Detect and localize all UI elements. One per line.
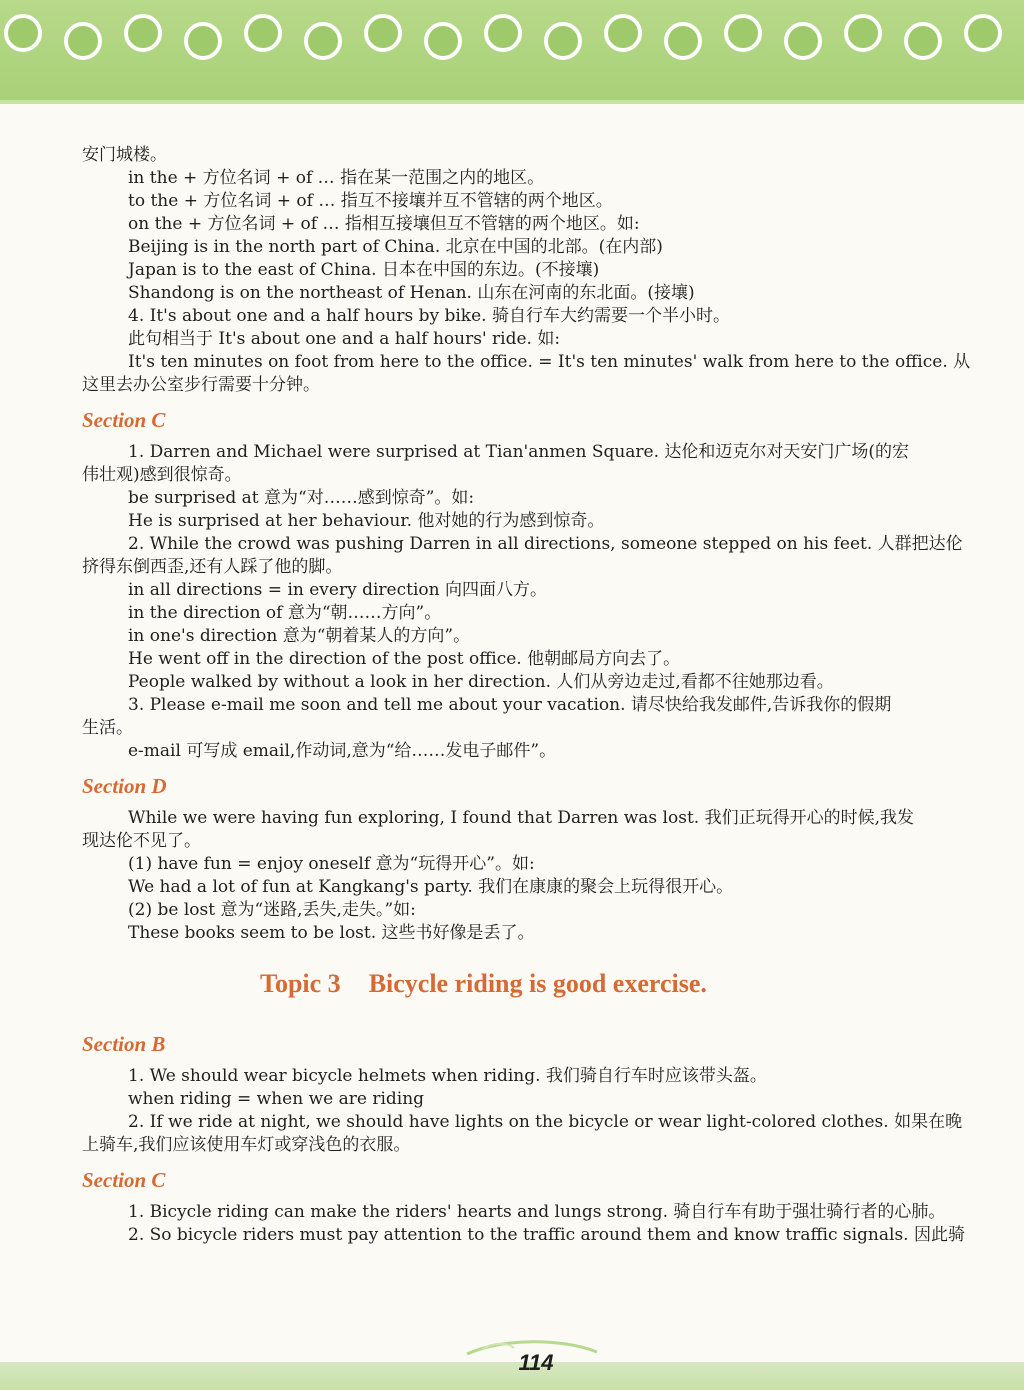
ring-ornament: [124, 14, 162, 52]
page-content: [82, 144, 1012, 1247]
section-c2-body: [82, 1201, 1012, 1247]
text-line: People walked by without a look in her direction. 人们从旁边走过,看都不往她那边看。: [128, 672, 834, 692]
text-line: He went off in the direction of the post office. 他朝邮局方向去了。: [128, 649, 681, 669]
topic-number: Topic 3: [260, 969, 341, 998]
top-decorative-band: [0, 0, 1024, 104]
text-line: 生活。: [82, 718, 133, 738]
ring-ornament: [484, 14, 522, 52]
section-a-continuation: [82, 144, 1012, 397]
ring-ornament: [4, 14, 42, 52]
ring-ornament: [904, 22, 942, 60]
text-line: 1. Bicycle riding can make the riders' hearts and lungs strong. 骑自行车有助于强壮骑行者的心肺。: [128, 1202, 946, 1222]
ring-ornament: [544, 22, 582, 60]
text-line: e-mail 可写成 email,作动词,意为“给……发电子邮件”。: [128, 741, 557, 761]
text-line: 这里去办公室步行需要十分钟。: [82, 375, 320, 395]
text-line: We had a lot of fun at Kangkang's party. 我们在康康的聚会上玩得很开心。: [128, 877, 734, 897]
ring-ornament: [784, 22, 822, 60]
text-line: 此句相当于 It's about one and a half hours' ride. 如:: [128, 329, 561, 349]
ring-ornament: [664, 22, 702, 60]
section-c-body: [82, 441, 1012, 763]
ring-ornament: [184, 22, 222, 60]
ring-ornament: [304, 22, 342, 60]
text-line: 2. While the crowd was pushing Darren in all directions, someone stepped on his feet. 人群把达伦: [128, 534, 963, 554]
text-line: 安门城楼。: [82, 145, 167, 165]
ring-ornament: [724, 14, 762, 52]
topic-name: Bicycle riding is good exercise.: [368, 969, 707, 998]
text-line: (1) have fun = enjoy oneself 意为“玩得开心”。如:: [128, 854, 535, 874]
text-line: when riding = when we are riding: [128, 1089, 425, 1109]
text-line: in the + 方位名词 + of … 指在某一范围之内的地区。: [128, 168, 545, 188]
text-line: Japan is to the east of China. 日本在中国的东边。(不接壤): [128, 260, 600, 280]
text-line: 伟壮观)感到很惊奇。: [82, 465, 242, 485]
text-line: 3. Please e-mail me soon and tell me about your vacation. 请尽快给我发邮件,告诉我你的假期: [128, 695, 892, 715]
ring-ornament: [244, 14, 282, 52]
page-number: 114: [518, 1350, 554, 1375]
text-line: 1. Darren and Michael were surprised at Tian'anmen Square. 达伦和迈克尔对天安门广场(的宏: [128, 442, 910, 462]
text-line: Shandong is on the northeast of Henan. 山东在河南的东北面。(接壤): [128, 283, 695, 303]
text-line: in one's direction 意为“朝着某人的方向”。: [128, 626, 471, 646]
section-b-body: [82, 1065, 1012, 1157]
ring-ornament: [964, 14, 1002, 52]
text-line: 挤得东倒西歪,还有人踩了他的脚。: [82, 557, 343, 577]
ring-ornament: [844, 14, 882, 52]
text-line: (2) be lost 意为“迷路,丢失,走失。”如:: [128, 900, 416, 920]
ring-ornament: [364, 14, 402, 52]
text-line: 4. It's about one and a half hours by bike. 骑自行车大约需要一个半小时。: [128, 306, 730, 326]
text-line: 现达伦不见了。: [82, 831, 201, 851]
ring-ornament: [604, 14, 642, 52]
text-line: He is surprised at her behaviour. 他对她的行为感到惊奇。: [128, 511, 605, 531]
text-line: While we were having fun exploring, I found that Darren was lost. 我们正玩得开心的时候,我发: [128, 808, 915, 828]
section-d-body: [82, 807, 1012, 945]
section-heading-b: Section B: [82, 1032, 166, 1056]
ring-ornament: [64, 22, 102, 60]
topic-title: [82, 967, 1012, 1001]
text-line: be surprised at 意为“对……感到惊奇”。如:: [128, 488, 475, 508]
section-heading-c2: Section C: [82, 1168, 166, 1192]
text-line: Beijing is in the north part of China. 北京在中国的北部。(在内部): [128, 237, 663, 257]
text-line: It's ten minutes on foot from here to the office. = It's ten minutes' walk from here to the office. 从: [128, 352, 971, 372]
text-line: on the + 方位名词 + of … 指相互接壤但互不管辖的两个地区。如:: [128, 214, 640, 234]
text-line: to the + 方位名词 + of … 指互不接壤并互不管辖的两个地区。: [128, 191, 613, 211]
text-line: 1. We should wear bicycle helmets when riding. 我们骑自行车时应该带头盔。: [128, 1066, 767, 1086]
text-line: 上骑车,我们应该使用车灯或穿浅色的衣服。: [82, 1135, 411, 1155]
text-line: 2. If we ride at night, we should have lights on the bicycle or wear light-colored clothes. 如果在晚: [128, 1112, 963, 1132]
text-line: in the direction of 意为“朝……方向”。: [128, 603, 442, 623]
ring-ornament: [424, 22, 462, 60]
section-heading-c: Section C: [82, 408, 166, 432]
text-line: These books seem to be lost. 这些书好像是丢了。: [128, 923, 535, 943]
text-line: 2. So bicycle riders must pay attention to the traffic around them and know traffic signals. 因此骑: [128, 1225, 965, 1245]
text-line: in all directions = in every direction 向四面八方。: [128, 580, 547, 600]
section-heading-d: Section D: [82, 774, 167, 798]
